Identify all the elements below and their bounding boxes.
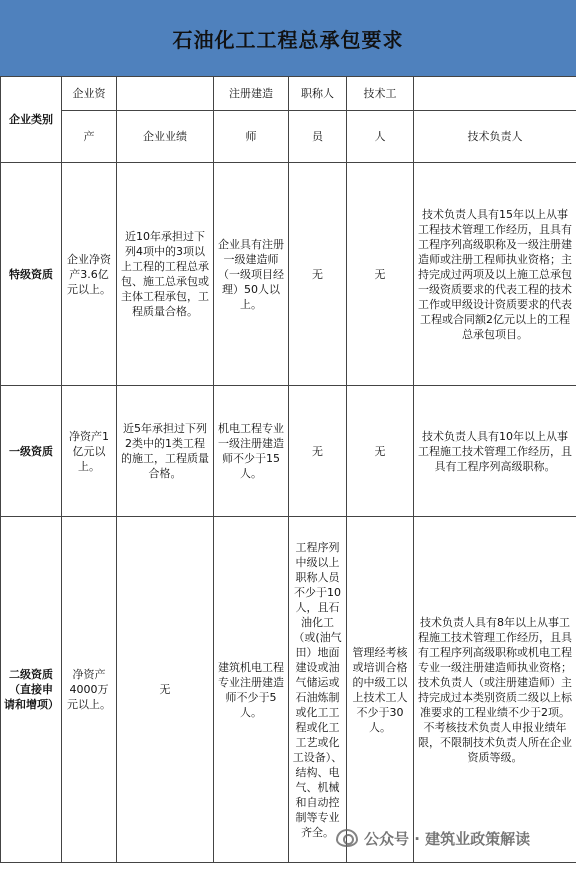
header-row-bottom bbox=[1, 111, 576, 163]
row-tech-lead: 技术负责人具有10年以上从事工程施工技术管理工作经历，且具有工程序列高级职称。 bbox=[414, 386, 576, 517]
header-assets-line2: 产 bbox=[62, 111, 117, 163]
row-assets: 净资产1亿元以上。 bbox=[62, 386, 117, 517]
row-performance: 无 bbox=[117, 517, 214, 863]
row-titled: 无 bbox=[289, 386, 347, 517]
row-assets: 净资产4000万元以上。 bbox=[62, 517, 117, 863]
table-row bbox=[1, 386, 576, 517]
row-category: 二级资质（直接申请和增项） bbox=[1, 517, 62, 863]
header-row-top bbox=[1, 77, 576, 111]
row-technician: 无 bbox=[347, 386, 414, 517]
header-category: 企业类别 bbox=[1, 77, 62, 163]
header-performance: 企业业绩 bbox=[117, 111, 214, 163]
header-technician-line1: 技术工 bbox=[347, 77, 414, 111]
row-performance: 近5年承担过下列2类中的1类工程的施工，工程质量合格。 bbox=[117, 386, 214, 517]
row-tech-lead: 技术负责人具有8年以上从事工程施工技术管理工作经历，且具有工程序列高级职称或机电工程专业一级注册建造师执业资格；技术负责人（或注册建造师）主持完成过本类别资质二级以上标准要求的工程业绩不少于2项。不考核技术负责人申报业绩年限，不限制技术负责人所在企业资质等级。 bbox=[414, 517, 576, 863]
row-assets: 企业净资产3.6亿元以上。 bbox=[62, 163, 117, 386]
header-tech-lead-top bbox=[414, 77, 576, 111]
requirements-table bbox=[0, 76, 576, 863]
header-builder-line2: 师 bbox=[214, 111, 289, 163]
row-builder: 建筑机电工程专业注册建造师不少于5人。 bbox=[214, 517, 289, 863]
row-performance: 近10年承担过下列4项中的3项以上工程的工程总承包、施工总承包或主体工程承包，工程质量合格。 bbox=[117, 163, 214, 386]
header-assets-line1: 企业资 bbox=[62, 77, 117, 111]
row-builder: 机电工程专业一级注册建造师不少于15人。 bbox=[214, 386, 289, 517]
row-technician: 无 bbox=[347, 163, 414, 386]
header-tech-lead: 技术负责人 bbox=[414, 111, 576, 163]
page-title: 石油化工工程总承包要求 bbox=[0, 0, 576, 77]
header-performance-top bbox=[117, 77, 214, 111]
row-titled: 无 bbox=[289, 163, 347, 386]
table-row bbox=[1, 517, 576, 863]
row-category: 特级资质 bbox=[1, 163, 62, 386]
row-tech-lead: 技术负责人具有15年以上从事工程技术管理工作经历，且具有工程序列高级职称及一级注册建造师或注册工程师执业资格；主持完成过两项及以上施工总承包一级资质要求的代表工程的技术工作或甲级设计资质要求的代表工程或合同额2亿元以上的工程总承包项目。 bbox=[414, 163, 576, 386]
header-builder-line1: 注册建造 bbox=[214, 77, 289, 111]
row-titled: 工程序列中级以上职称人员不少于10人，且石油化工（或(油气田）地面建设或油气储运或石油炼制或化工工程或化工工艺或化工设备）、结构、电气、机械和自动控制等专业齐全。 bbox=[289, 517, 347, 863]
header-titled-line1: 职称人 bbox=[289, 77, 347, 111]
header-titled-line2: 员 bbox=[289, 111, 347, 163]
wechat-logo-icon bbox=[336, 829, 358, 847]
row-category: 一级资质 bbox=[1, 386, 62, 517]
watermark-text: 公众号 · 建筑业政策解读 bbox=[364, 829, 531, 848]
row-builder: 企业具有注册一级建造师（一级项目经理）50人以上。 bbox=[214, 163, 289, 386]
header-technician-line2: 人 bbox=[347, 111, 414, 163]
row-technician: 管理经考核或培训合格的中级工以上技术工人不少于30人。 bbox=[347, 517, 414, 863]
watermark bbox=[336, 826, 530, 850]
table-row bbox=[1, 163, 576, 386]
